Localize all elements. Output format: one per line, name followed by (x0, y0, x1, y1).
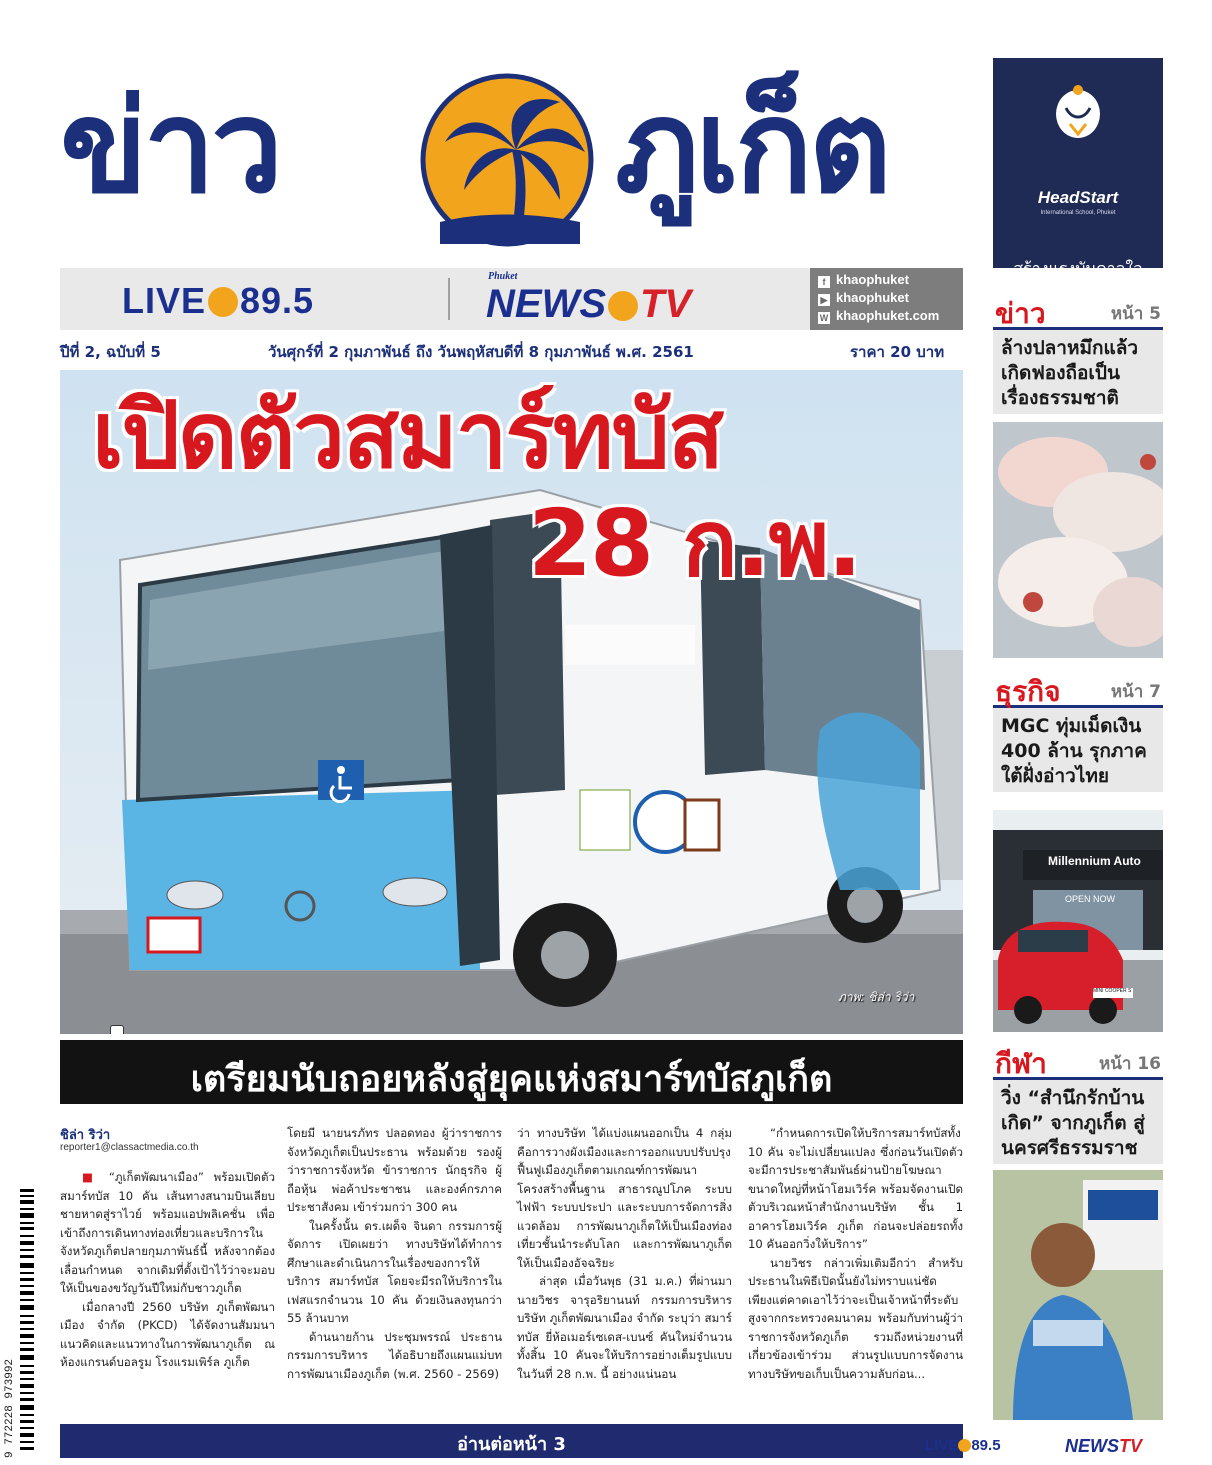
sidebar-sport-head (993, 1042, 1163, 1080)
radio-dot-icon (208, 287, 238, 317)
youtube-link[interactable] (818, 289, 909, 307)
photo-credit: ภาพ: ชิล่า ริว่า (838, 990, 915, 1004)
facebook-link[interactable] (818, 271, 909, 289)
live-frequency: 89.5 (240, 280, 315, 321)
article-column-3 (517, 1124, 732, 1383)
masthead-title-left: ข่าว (60, 73, 280, 222)
subheadline: เตรียมนับถอยหลังสู่ยุคแห่งสมาร์ทบัสภูเก็ต (190, 1059, 833, 1100)
biz-plate: MINI COOPER S (1093, 988, 1132, 994)
subheadline-bar (60, 1040, 963, 1104)
sidebar-news-page: หน้า 5 (1110, 304, 1161, 324)
palm-tree-sun-logo-icon (420, 72, 595, 247)
col2-paragraph-1: โดยมี นายนรภัทร ปลอดทอง ผู้ว่าราชการจังหวัดภูเก็ตเป็นประธาน พร้อมด้วย รองผู้ว่าราชการจังหวัด ข้าราชการ นักธุรกิจ ผู้ถือหุ้น พ่อค้าประชาชน และองค์กรภาคประชาสังคม เข้าร่วมกว่า 300 คน (287, 1126, 502, 1214)
continue-label: อ่านต่อหน้า 3 (457, 1434, 566, 1455)
col3-paragraph-1: ว่า ทางบริษัท ได้แบ่งแผนออกเป็น 4 กลุ่ม คือการวางผังเมืองและการออกแบบปรับปรุงฟื้นฟูเมืองภูเก็ตตามเกณฑ์การพัฒนาโครงสร้างพื้นฐาน สาธารณูปโภค ระบบไฟฟ้า ระบบประปา และระบบการจัดการสิ่งแวดล้อม การพัฒนาภูเก็ตให้เป็นเมืองท่องเที่ยวชั้นนำระดับโลก และการพัฒนาภูเก็ตให้เป็นเมืองอัจฉริยะ (517, 1126, 732, 1270)
live-prefix: LIVE (122, 280, 207, 321)
article-column-4 (748, 1124, 963, 1383)
facebook-label: khaophuket (836, 272, 909, 287)
ad-tagline-2: ให้รักการเรียนรู้ (1024, 281, 1132, 300)
issue-date: วันศุกร์ที่ 2 กุมภาพันธ์ ถึง วันพฤหัสบดีที่ 8 กุมภาพันธ์ พ.ศ. 2561 (268, 343, 694, 361)
footer-live-freq: 89.5 (971, 1437, 1001, 1454)
live-radio-logo[interactable] (122, 280, 314, 322)
squid-photo (993, 422, 1163, 658)
masthead-title-right: ภูเก็ต (615, 73, 888, 222)
sidebar-news-head (993, 292, 1163, 330)
sidebar-business-head (993, 670, 1163, 708)
article-author: ชิล่า ริว่า (60, 1128, 111, 1143)
news-small-label: Phuket (488, 271, 518, 282)
issue-price: ราคา 20 บาท (850, 343, 945, 361)
mini-cooper-photo (993, 810, 1163, 1032)
headline-date: 28 ก.พ. (528, 490, 861, 597)
sidebar-business-category: ธุรกิจ (995, 675, 1061, 708)
news-tv: TV (640, 282, 692, 326)
news-tv-logo[interactable] (486, 282, 691, 327)
footer-live-logo[interactable] (925, 1437, 1001, 1454)
sidebar-business[interactable] (993, 670, 1163, 1035)
sidebar-sport-page: หน้า 16 (1099, 1054, 1161, 1074)
col2-paragraph-3: ด้านนายก้าน ประชุมพรรณ์ ประธานกรรมการบริหาร ได้อธิบายถึงแผนแม่บทการพัฒนาเมืองภูเก็ต (พ.ศ. 2560 - 2569) (287, 1329, 502, 1381)
sidebar-news-category: ข่าว (995, 297, 1046, 330)
issue-number: ปีที่ 2, ฉบับที่ 5 (60, 343, 161, 361)
social-links (810, 268, 963, 330)
footer-news-main: NEWS (1065, 1436, 1119, 1456)
footer-news-tv: TV (1119, 1436, 1143, 1456)
sidebar-news-teaser: ล้างปลาหมึกแล้วเกิดฟองถือเป็นเรื่องธรรมชาติ (993, 330, 1163, 414)
col3-paragraph-2: ล่าสุด เมื่อวันพุธ (31 ม.ค.) ที่ผ่านมา นายวิชร จารุอริยานนท์ กรรมการบริหาร บริษัท ภูเก็ตพัฒนาเมือง จำกัด ระบุว่า สมาร์ทบัส ยี่ห้อเมอร์เซเดส-เบนซ์ คันใหม่จำนวนทั้งสิ้น 10 คันจะให้บริการอย่างเต็มรูปแบบในวันที่ 28 ก.พ. นี้ อย่างแน่นอน (517, 1274, 732, 1381)
col4-paragraph-1: “กำหนดการเปิดให้บริการสมาร์ทบัสทั้ง 10 คัน จะไม่เปลี่ยนแปลง ซึ่งก่อนวันเปิดตัวจะมีการประชาสัมพันธ์ผ่านป้ายโฆษณาขนาดใหญ่ที่หน้าโฮมเวิร์ค พร้อมจัดงานเปิดตัวบริเวณหน้าสำนักงานบริษัท ชั้น 1 อาคารโฮมเวิร์ค ภูเก็ต ก่อนจะปล่อยรถทั้ง 10 คันออกวิ่งให้บริการ” (748, 1126, 963, 1251)
biz-sign: Millennium Auto (1048, 854, 1141, 868)
sidebar-news[interactable] (993, 292, 1163, 662)
continue-bar[interactable] (60, 1424, 963, 1458)
sidebar-business-page: หน้า 7 (1110, 682, 1161, 702)
barcode-number: 9 772228 973992 (4, 1358, 16, 1458)
ad-brand: HeadStart (1037, 188, 1119, 207)
footer-news-logo[interactable] (1065, 1436, 1142, 1457)
biz-open: OPEN NOW (1065, 894, 1116, 904)
ad-tagline-1: สร้างแรงบันดาลใจ (1013, 259, 1143, 278)
col2-paragraph-2: ในครั้งนั้น ดร.เผด็จ จินดา กรรมการผู้จัดการ เปิดเผยว่า ทางบริษัทได้ทำการศึกษาและดำเนินการในเรื่องของการให้บริการ สมาร์ทบัส โดยจะมีรถให้บริการในเฟสแรกจำนวน 10 คัน ด้วยเงินลงทุนกว่า 55 ล้านบาท (287, 1218, 502, 1325)
article-column-1 (60, 1168, 275, 1428)
facebook-icon: f (818, 276, 830, 288)
bullet-icon: ■ (82, 1170, 100, 1184)
sidebar-sport[interactable] (993, 1042, 1163, 1422)
divider (448, 278, 450, 320)
news-main: NEWS (486, 282, 606, 326)
col1-paragraph-1: “ภูเก็ตพัฒนาเมือง” พร้อมเปิดตัวสมาร์ทบัส 10 คัน เส้นทางสนามบินเลียบชายหาดสู่ราไวย์ พร้อมแอปพลิเคชั่น เพื่อเข้าถึงการเดินทางท่องเที่ยวและบริการในจังหวัดภูเก็ตปลายกุมภาพันธ์นี้ หลังจากต้องเลื่อนกำหนด จากเดิมที่ตั้งเป้าไว้ว่าจะมอบให้เป็นของขวัญวันปีใหม่กับชาวภูเก็ต (60, 1170, 276, 1295)
article-email[interactable]: reporter1@classactmedia.co.th (60, 1142, 199, 1153)
news-dot-icon (608, 291, 638, 321)
runner-photo (993, 1170, 1163, 1420)
sidebar-sport-category: กีฬา (995, 1047, 1047, 1080)
youtube-label: khaophuket (836, 290, 909, 305)
masthead (60, 70, 970, 260)
sidebar-sport-teaser: วิ่ง “สำนึกรักบ้านเกิด” จากภูเก็ต สู่นครศรีธรรมราช (993, 1080, 1163, 1164)
col4-paragraph-2: นายวิชร กล่าวเพิ่มเติมอีกว่า สำหรับประธานในพิธีเปิดนั้นยังไม่ทราบแน่ชัด เพียงแต่คาดเอาไว้ว่าจะเป็นเจ้าหน้าที่ระดับสูงจากกระทรวงคมนาคม พร้อมกับท่านผู้ว่าราชการจังหวัดภูเก็ต รวมถึงหน่วยงานที่เกี่ยวข้องเข้าร่วม ส่วนรูปแบบการจัดงาน ทางบริษัทขอเก็บเป็นความลับก่อน... (748, 1255, 963, 1381)
youtube-icon: ▶ (818, 294, 830, 306)
article-column-2 (287, 1124, 502, 1383)
headline-main: เปิดตัวสมาร์ทบัส (92, 382, 723, 489)
footer-radio-dot-icon (958, 1439, 971, 1452)
sidebar-business-teaser: MGC ทุ่มเม็ดเงิน 400 ล้าน รุกภาคใต้ฝั่งอ่าวไทย (993, 708, 1163, 792)
headstart-ad[interactable] (993, 58, 1163, 300)
website-label: khaophuket.com (836, 308, 940, 323)
headstart-logo-icon (1048, 80, 1108, 140)
footer-live-prefix: LIVE (925, 1437, 959, 1454)
ad-brand-sub: International School, Phuket (1040, 210, 1116, 216)
website-link[interactable] (818, 307, 939, 325)
bus-mirror-icon (110, 1025, 124, 1034)
col1-paragraph-2: เมื่อกลางปี 2560 บริษัท ภูเก็ตพัฒนาเมือง จำกัด (PKCD) ได้จัดงานสัมมนาแนวคิดและแนวทางในการพัฒนาภูเก็ต ณ ห้องแกรนด์บอลรูม โรงแรมเพิร์ล ภูเก็ต (60, 1299, 275, 1369)
website-icon: W (819, 313, 829, 323)
